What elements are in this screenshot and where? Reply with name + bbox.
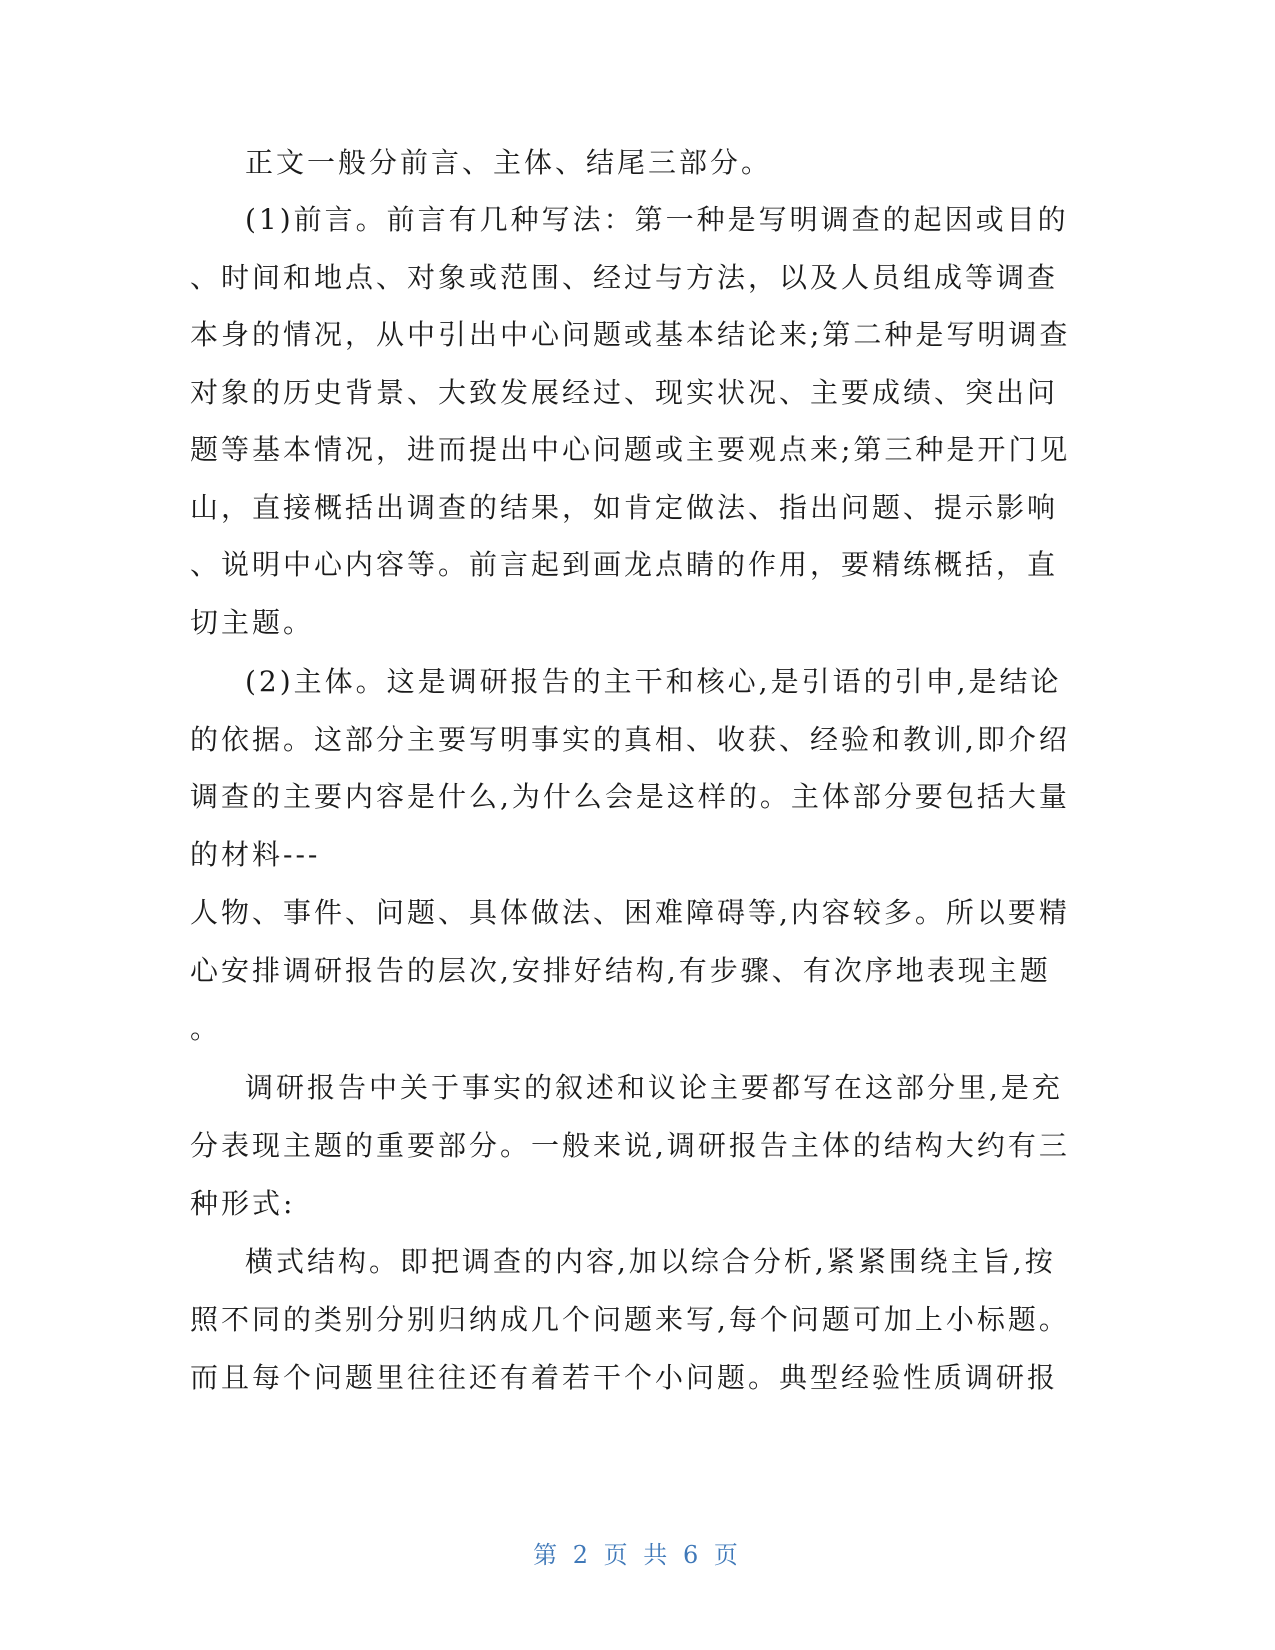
text-line: 的材料--- [190,838,321,871]
text-line: 切主题。 [190,606,315,639]
text-line: 的依据。这部分主要写明事实的真相、收获、经验和教训,即介绍 [190,723,1070,756]
text-line: 调查的主要内容是什么,为什么会是这样的。主体部分要包括大量 [190,780,1070,813]
text-line: 横式结构。即把调查的内容,加以综合分析,紧紧围绕主旨,按 [245,1245,1056,1278]
text-line: 分表现主题的重要部分。一般来说,调研报告主体的结构大约有三 [190,1129,1070,1162]
text-line: 山，直接概括出调查的结果，如肯定做法、指出问题、提示影响 [190,491,1059,524]
text-line: 正文一般分前言、主体、结尾三部分。 [245,146,773,179]
text-line: 人物、事件、问题、具体做法、困难障碍等,内容较多。所以要精 [190,896,1070,929]
text-line: 照不同的类别分别归纳成几个问题来写,每个问题可加上小标题。 [190,1303,1070,1336]
text-line: 种形式: [190,1187,296,1220]
text-line: 。 [190,1012,222,1045]
text-line: 调研报告中关于事实的叙述和议论主要都写在这部分里,是充 [245,1071,1063,1104]
page-number-footer: 第 2 页 共 6 页 [533,1541,742,1569]
text-line: 本身的情况，从中引出中心问题或基本结论来;第二种是写明调查 [190,318,1071,351]
text-line: 、时间和地点、对象或范围、经过与方法，以及人员组成等调查 [190,261,1059,294]
text-line: (1)前言。前言有几种写法：第一种是写明调查的起因或目的 [245,203,1069,236]
text-line: (2)主体。这是调研报告的主干和核心,是引语的引申,是结论 [245,665,1062,698]
text-line: 心安排调研报告的层次,安排好结构,有步骤、有次序地表现主题 [190,954,1051,987]
text-line: 、说明中心内容等。前言起到画龙点睛的作用，要精练概括，直 [190,548,1059,581]
text-line: 题等基本情况，进而提出中心问题或主要观点来;第三种是开门见 [190,433,1071,466]
text-line: 而且每个问题里往往还有着若干个小问题。典型经验性质调研报 [190,1361,1059,1394]
text-line: 对象的历史背景、大致发展经过、现实状况、主要成绩、突出问 [190,376,1059,409]
